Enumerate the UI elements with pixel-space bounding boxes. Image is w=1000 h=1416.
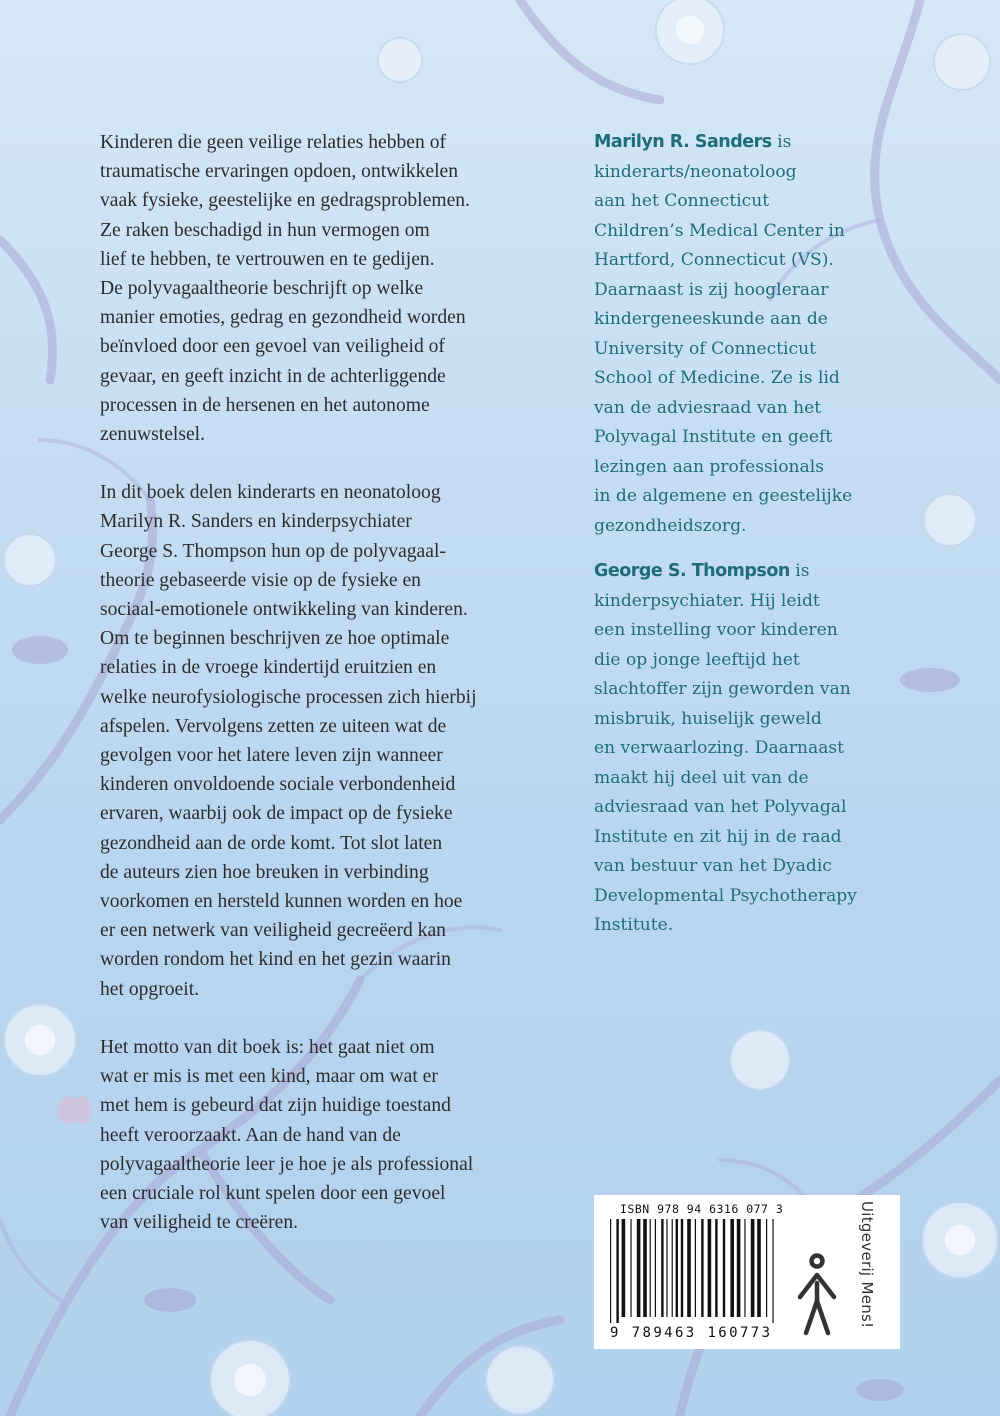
text-line: die op jonge leeftijd het xyxy=(594,649,800,670)
text-line: het opgroeit. xyxy=(100,978,200,1000)
text-line: slachtoffer zijn geworden van xyxy=(594,679,851,699)
description-paragraph-1 xyxy=(100,128,568,449)
text-line: lezingen aan professionals xyxy=(594,456,824,477)
author-bio-sanders xyxy=(594,128,924,541)
isbn-label: ISBN 978 94 6316 077 3 xyxy=(620,1202,784,1216)
text-line: Developmental Psychotherapy xyxy=(594,885,857,906)
text-line: manier emoties, gedrag en gezondheid worden xyxy=(100,307,466,329)
text-line: en verwaarlozing. Daarnaast xyxy=(594,738,845,758)
text-line: misbruik, huiselijk geweld xyxy=(594,708,822,729)
text-line: Hartford, Connecticut (VS). xyxy=(594,250,834,270)
text-line: Marilyn R. Sanders en kinderpsychiater xyxy=(100,511,412,533)
text-line: Om te beginnen beschrijven ze hoe optimale xyxy=(100,628,450,650)
publisher-name: Uitgeverij Mens! xyxy=(858,1201,876,1329)
text-line: vaak fysieke, geestelijke en gedragsproblemen. xyxy=(100,190,470,212)
text-line: polyvagaaltheorie leer je hoe je als professional xyxy=(100,1153,474,1175)
barcode-icon xyxy=(606,1219,786,1323)
text-line: theorie gebaseerde visie op de fysieke en xyxy=(100,569,421,591)
text-line: sociaal-emotionele ontwikkeling van kinderen. xyxy=(100,599,468,621)
book-description xyxy=(100,128,568,1266)
text-line: van de adviesraad van het xyxy=(594,397,822,418)
author-bios xyxy=(594,128,924,957)
text-line: beïnvloed door een gevoel van veiligheid of xyxy=(100,336,445,358)
author-bio-thompson xyxy=(594,557,924,941)
text-line: Ze raken beschadigd in hun vermogen om xyxy=(100,219,430,241)
text-line: kinderen onvoldoende sociale verbondenheid xyxy=(100,774,456,796)
text-line: van bestuur van het Dyadic xyxy=(594,856,832,876)
text-line: gezondheid aan de orde komt. Tot slot laten xyxy=(100,832,443,854)
text-line: met hem is gebeurd dat zijn huidige toestand xyxy=(100,1095,451,1117)
barcode-digits: 9 789463 160773 xyxy=(610,1325,773,1341)
barcode-panel xyxy=(594,1195,900,1349)
text-line: Institute. xyxy=(594,915,674,935)
text-line: van veiligheid te creëren. xyxy=(100,1212,299,1234)
text-line: relaties in de vroege kindertijd eruitzien en xyxy=(100,657,437,679)
author-name: George S. Thompson xyxy=(594,561,790,581)
text-line: School of Medicine. Ze is lid xyxy=(594,368,840,388)
text-fragment: is xyxy=(771,132,792,152)
text-line: de auteurs zien hoe breuken in verbinding xyxy=(100,861,429,883)
person-figure-icon xyxy=(792,1253,842,1337)
text-line: adviesraad van het Polyvagal xyxy=(594,797,847,817)
text-line: traumatische ervaringen opdoen, ontwikkelen xyxy=(100,161,459,183)
text-line: kinderpsychiater. Hij leidt xyxy=(594,590,820,611)
text-line: processen in de hersenen en het autonome xyxy=(100,394,430,416)
text-fragment: is xyxy=(789,561,810,581)
text-line: worden rondom het kind en het gezin waarin xyxy=(100,949,451,971)
text-line: Daarnaast is zij hoogleraar xyxy=(594,279,829,300)
text-line: in de algemene en geestelijke xyxy=(594,486,853,506)
text-line: een instelling voor kinderen xyxy=(594,620,838,640)
text-line: afspelen. Vervolgens zetten ze uiteen wat de xyxy=(100,715,447,737)
author-bio-first-line xyxy=(594,557,924,587)
text-line: Children’s Medical Center in xyxy=(594,220,845,241)
text-line: een cruciale rol kunt spelen door een gevoel xyxy=(100,1182,446,1204)
text-line: welke neurofysiologische processen zich hierbij xyxy=(100,686,477,708)
text-line: kinderarts/neonatoloog xyxy=(594,161,797,182)
text-line: wat er mis is met een kind, maar om wat er xyxy=(100,1066,438,1088)
author-bio-first-line xyxy=(594,128,924,158)
text-line: gevolgen voor het latere leven zijn wanneer xyxy=(100,745,443,767)
text-line: De polyvagaaltheorie beschrijft op welke xyxy=(100,278,424,300)
text-line: er een netwerk van veiligheid gecreëerd kan xyxy=(100,920,446,942)
text-line: maakt hij deel uit van de xyxy=(594,767,809,788)
text-line: Institute en zit hij in de raad xyxy=(594,826,842,847)
text-line: zenuwstelsel. xyxy=(100,424,206,446)
text-line: gezondheidszorg. xyxy=(594,515,747,536)
text-line: ervaren, waarbij ook de impact op de fysieke xyxy=(100,803,453,825)
text-line: kindergeneeskunde aan de xyxy=(594,309,828,329)
author-name: Marilyn R. Sanders xyxy=(594,132,772,152)
text-line: Kinderen die geen veilige relaties hebben of xyxy=(100,132,447,153)
text-line: Polyvagal Institute en geeft xyxy=(594,427,833,447)
text-line: George S. Thompson hun op de polyvagaal- xyxy=(100,540,446,562)
text-line: gevaar, en geeft inzicht in de achterliggende xyxy=(100,365,446,387)
text-line: In dit boek delen kinderarts en neonatoloog xyxy=(100,482,441,504)
description-paragraph-2 xyxy=(100,478,568,1004)
text-line: Het motto van dit boek is: het gaat niet om xyxy=(100,1036,435,1058)
text-line: voorkomen en hersteld kunnen worden en hoe xyxy=(100,891,463,913)
text-line: University of Connecticut xyxy=(594,338,816,359)
description-paragraph-3 xyxy=(100,1033,568,1237)
text-line: heeft veroorzaakt. Aan de hand van de xyxy=(100,1124,401,1146)
text-line: lief te hebben, te vertrouwen en te gedijen. xyxy=(100,248,435,270)
text-line: aan het Connecticut xyxy=(594,191,770,211)
